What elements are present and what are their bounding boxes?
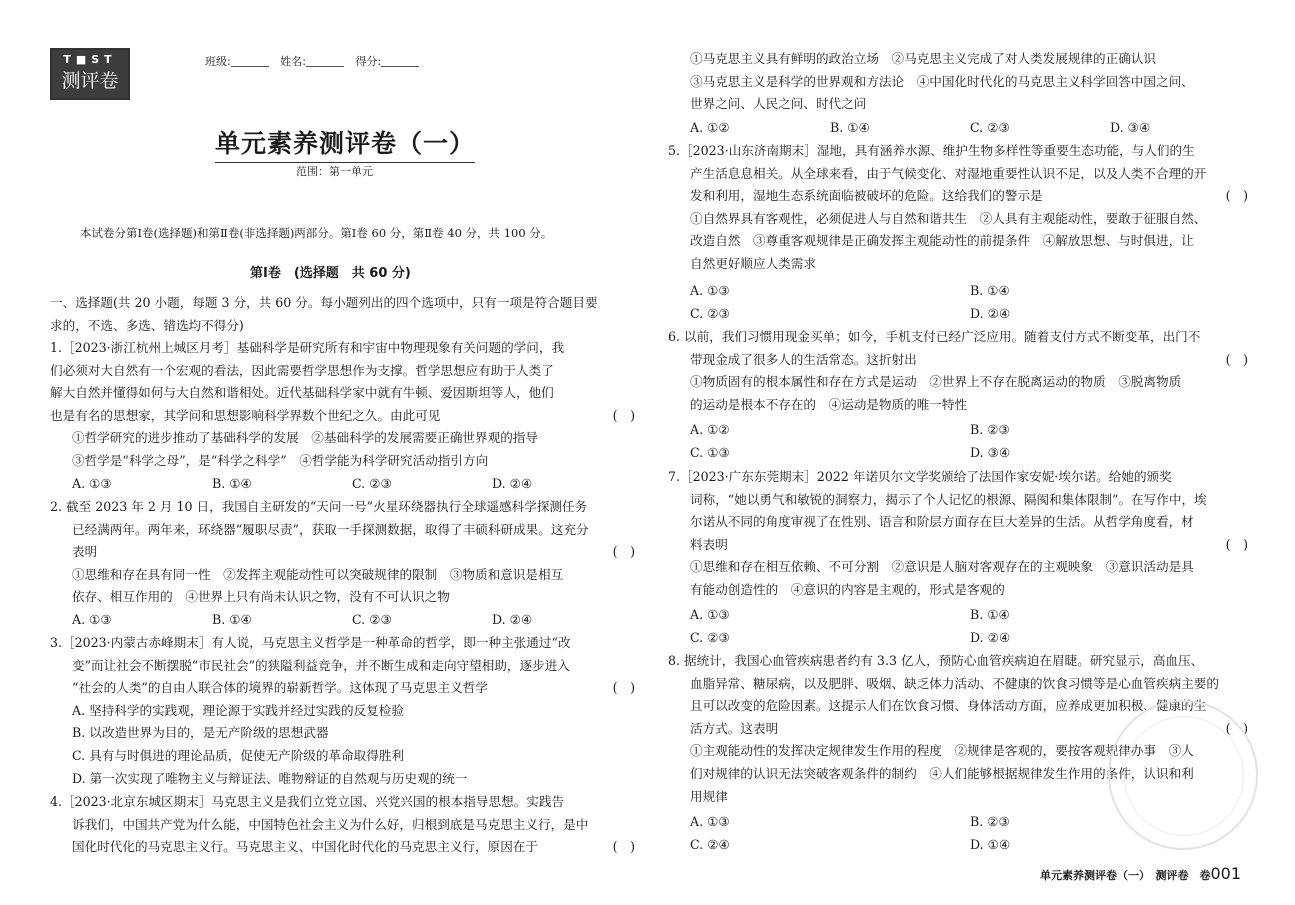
page-number: 001 — [1210, 864, 1242, 883]
score-blank — [381, 57, 419, 67]
footer-text: 单元素养测评卷（一） 测评卷 卷 — [1040, 869, 1211, 882]
logo-top-text: T■ST — [63, 53, 117, 66]
question-4: 4.［2023·北京东城区期末］马克思主义是我们立党立国、兴党兴国的根本指导思想。实践告 诉我们，中国共产党为什么能，中国特色社会主义为什么好，归根到底是马克思主义行，是中 国化时代化的马克思主义行。马克思主义、中国化时代化的马克思主义行，原因在于 ( ) — [50, 794, 635, 855]
question-4-continued: ①马克思主义具有鲜明的政治立场 ②马克思主义完成了对人类发展规律的正确认识 ③马克思主义是科学的世界观和方法论 ④中国化时代化的马克思主义科学回答中国之问、 世界之问、人民之问、时代之问 — [690, 51, 1194, 112]
question-2-options: A. ①③ B. ①④ C. ②③ D. ②④ — [72, 612, 533, 627]
scope-text: 范围：第一单元 — [296, 165, 373, 178]
exam-note: 本试卷分第Ⅰ卷(选择题)和第Ⅱ卷(非选择题)两部分。第Ⅰ卷 60 分，第Ⅱ卷 40 分，共 100 分。 — [80, 226, 553, 240]
question-5: 5.［2023·山东济南期末］湿地，具有涵养水源、维护生物多样性等重要生态功能，与人们的生 产生活息息相关。从全球来看，由于气候变化、对湿地重要性认识不足，以及人类不合理的开 发和利用，湿地生态系统面临被破坏的危险。这给我们的警示是 ( ) ①自然界具有客观性，必须促进人与自然和谐共生 ②人具有主观能动性，要敢于征服自然、 改造自然 ③尊重客观规律是正确发挥主观能动性的前提条件 ④解放思想、与时俱进，让 自然更好顺应人类需求 — [668, 143, 1248, 271]
question-4-options: A. ①② B. ①④ C. ②③ D. ③④ — [690, 120, 1151, 135]
question-5-options: A. ①③ B. ①④ C. ②③ D. ②④ — [690, 283, 1011, 321]
option-b: B. ①④ — [212, 476, 252, 491]
name-blank — [306, 57, 344, 67]
question-1: 1.［2023·浙江杭州上城区月考］基础科学是研究所有和宇宙中物理现象有关问题的学问，我 们必须对大自然有一个宏观的看法，因此需要哲学思想作为支撑。哲学思想应有助于人类了 解大自然并懂得如何与大自然和谐相处。近代基础科学家中就有牛顿、爱因斯坦等人，他们 也是有名的思想家，其学问和思想影响科学界数个世纪之久。由此可见 ( ) ①哲学研究的进步推动了基础科学的发展 ②基础科学的发展需要正确世界观的指导 ③哲学是“科学之母”，是“科学之科学” ④哲学能为科学研究活动指引方向 — [50, 340, 635, 468]
option-d: D. ②④ — [492, 476, 533, 491]
option-c: C. ②③ — [352, 476, 392, 491]
question-7-options: A. ①③ B. ①④ C. ②③ D. ②④ — [690, 607, 1011, 645]
student-info — [205, 53, 427, 69]
test-logo — [50, 48, 130, 100]
section-heading: 第Ⅰ卷 (选择题 共 60 分) — [250, 266, 411, 281]
watermark-seal — [1108, 700, 1258, 850]
class-blank — [231, 57, 269, 67]
question-6-options: A. ①② B. ②③ C. ①③ D. ③④ — [690, 422, 1011, 460]
question-8: 8. 据统计，我国心血管疾病患者约有 3.3 亿人，预防心血管疾病迫在眉睫。研究显示，高血压、 血脂异常、糖尿病，以及肥胖、吸烟、缺乏体力活动、不健康的饮食习惯等是心血管疾病主要的 且可以改变的危险因素。这提示人们在饮食习惯、身体活动方面，应养成更加积极、健康的生 活方式。这表明 ( ) ①主观能动性的发挥决定规律发生作用的程度 ②规律是客观的，要按客观规律办事 ③人 们对规律的认识无法突破客观条件的制约 ④人们能够根据规律发生作用的条件，认识和利 用规律 — [668, 653, 1248, 804]
name-label: 姓名: — [280, 55, 306, 68]
answer-paren: ( ) — [612, 407, 635, 423]
question-1-options — [72, 473, 532, 496]
question-6: 6. 以前，我们习惯用现金买单；如今，手机支付已经广泛应用。随着支付方式不断变革，出门不 带现金成了很多人的生活常态。这折射出 ( ) ①物质固有的根本属性和存在方式是运动 ②世界上不存在脱离运动的物质 ③脱离物质 的运动是根本不存在的 ④运动是物质的唯一特性 — [668, 329, 1248, 412]
page-title: 单元素养测评卷（一） — [215, 124, 475, 163]
question-3: 3.［2023·内蒙古赤峰期末］有人说，马克思主义哲学是一种革命的哲学，即一种主张通过“改 变”而让社会不断摆脱“市民社会”的狭隘利益竞争，并不断生成和走向守望相助，逐步进入 “社会的人类”的自由人联合体的境界的崭新哲学。这体现了马克思主义哲学 ( ) A. 坚持科学的实践观，理论源于实践并经过实践的反复检验 B. 以改造世界为目的，是无产阶级的思想武器 C. 具有与时俱进的理论品质，促使无产阶级的革命取得胜利 D. 第一次实现了唯物主义与辩证法、唯物辩证的自然观与历史观的统一 — [50, 635, 635, 786]
question-8-options: A. ①③ B. ②③ C. ②④ D. ①④ — [690, 814, 1011, 852]
instructions: 一、选择题(共 20 小题，每题 3 分，共 60 分。每小题列出的四个选项中，只有一项是符合题目要 求的，不选、多选、错选均不得分) — [50, 295, 598, 333]
page-footer — [1040, 864, 1241, 883]
option-a: A. ①③ — [72, 476, 112, 491]
class-label: 班级: — [205, 55, 231, 68]
logo-bottom-text: 测评卷 — [61, 70, 119, 92]
question-7: 7.［2023·广东东莞期末］2022 年诺贝尔文学奖颁给了法国作家安妮·埃尔诺。给她的颁奖 词称，“她以勇气和敏锐的洞察力，揭示了个人记忆的根源、隔阂和集体限制”。在写作中，埃 尔诺从不同的角度审视了在性别、语言和阶层方面存在巨大差异的生活。从哲学角度看，材 料表明 ( ) ①思维和存在相互依赖、不可分割 ②意识是人脑对客观存在的主观映象 ③意识活动是具 有能动创造性的 ④意识的内容是主观的，形式是客观的 — [668, 469, 1248, 597]
score-label: 得分: — [355, 55, 382, 68]
question-2: 2. 截至 2023 年 2 月 10 日，我国自主研发的“天问一号”火星环绕器执行全球遥感科学探测任务 已经满两年。两年来，环绕器“履职尽责”，获取一手探测数据，取得了丰硕科研成果。这充分 表明 ( ) ①思维和存在具有同一性 ②发挥主观能动性可以突破规律的限制 ③物质和意识是相互 依存、相互作用的 ④世界上只有尚未认识之物，没有不可认识之物 — [50, 499, 635, 605]
